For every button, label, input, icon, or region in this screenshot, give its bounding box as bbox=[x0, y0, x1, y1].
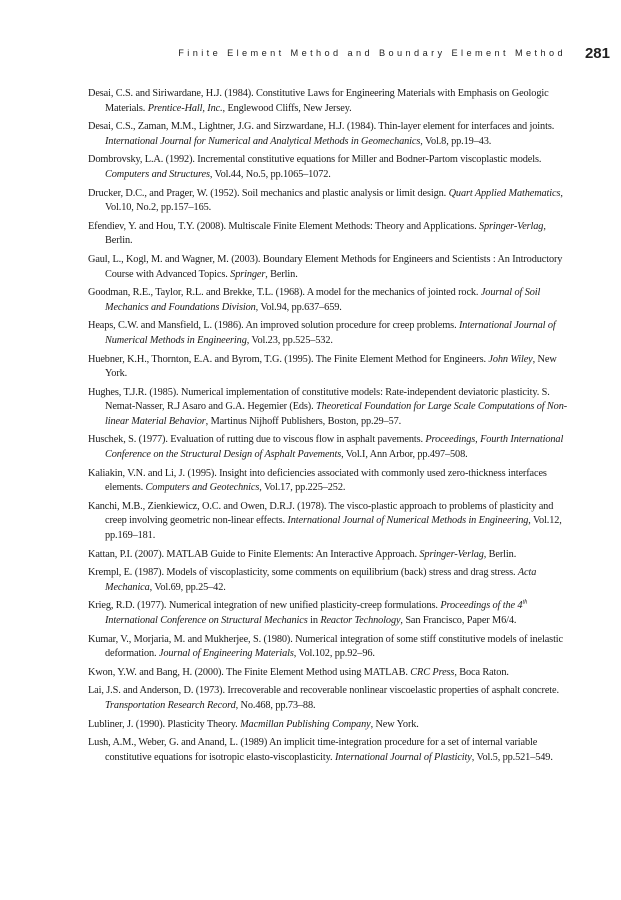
reference-entry bbox=[88, 666, 568, 681]
reference-details: , Berlin. bbox=[483, 548, 517, 560]
reference-details: , Berlin. bbox=[265, 268, 298, 280]
reference-entry bbox=[88, 286, 568, 315]
reference-entry bbox=[88, 736, 568, 765]
reference-entry bbox=[88, 548, 568, 563]
reference-text: Goodman, R.E., Taylor, R.L. and Brekke, T.L. (1968). A model for the mechanics of jointed rock. bbox=[88, 287, 481, 299]
reference-source: Theoretical Foundation for Large Scale Computations of Non-linear Material Behavior bbox=[105, 401, 568, 427]
reference-entry bbox=[88, 467, 568, 496]
reference-details: , Vol.I, Ann Arbor, pp.497–508. bbox=[341, 449, 468, 461]
reference-text: Desai, C.S. and Siriwardane, H.J. (1984). Constitutive Laws for Engineering Materials with Emphasis on Geologic Materials. bbox=[88, 88, 549, 114]
reference-entry bbox=[88, 718, 568, 733]
reference-entry bbox=[88, 153, 568, 182]
reference-text: Kattan, P.I. (2007). MATLAB Guide to Finite Elements: An Interactive Approach. bbox=[88, 548, 420, 560]
reference-text: Lush, A.M., Weber, G. and Anand, L. (1989) An implicit time-integration procedure for a set of internal variable constitutive equations for isotropic elasto-viscoplasticity. bbox=[88, 737, 538, 763]
reference-entry bbox=[88, 319, 568, 348]
reference-text: Krieg, R.D. (1977). Numerical integration of new unified plasticity-creep formulations. bbox=[88, 600, 441, 612]
reference-text: Drucker, D.C., and Prager, W. (1952). Soil mechanics and plastic analysis or limit design. bbox=[88, 187, 449, 199]
running-title: Finite Element Method and Boundary Element Method bbox=[178, 48, 566, 58]
reference-details: , Martinus Nijhoff Publishers, Boston, pp.29–57. bbox=[205, 415, 402, 427]
reference-details: , Vol.102, pp.92–96. bbox=[293, 648, 375, 660]
reference-source: Proceedings of the 4 bbox=[440, 600, 523, 612]
reference-entry bbox=[88, 566, 568, 595]
running-head bbox=[0, 45, 621, 66]
reference-details: , Vol.10, No.2, pp.157–165. bbox=[105, 187, 563, 214]
reference-text: Kwon, Y.W. and Bang, H. (2000). The Finite Element Method using MATLAB. bbox=[88, 666, 411, 678]
reference-details: , San Francisco, Paper M6/4. bbox=[400, 615, 517, 626]
reference-source: Computers and Geotechnics bbox=[145, 482, 260, 494]
reference-entry bbox=[88, 220, 568, 249]
reference-entry bbox=[88, 253, 568, 282]
reference-source: Springer bbox=[230, 268, 266, 280]
reference-details: , Englewood Cliffs, New Jersey. bbox=[222, 102, 352, 114]
reference-list bbox=[88, 87, 568, 769]
reference-details: , Vol.17, pp.225–252. bbox=[259, 482, 346, 494]
reference-entry bbox=[88, 353, 568, 382]
reference-text: Hughes, T.J.R. (1985). Numerical implementation of constitutive models: Rate-independent deviatoric plasticity. S. Nemat-Nasser, R.J Asaro and G.A. Hegemier (Eds). bbox=[88, 386, 550, 413]
reference-source: Proceedings, Fourth International Conference on the Structural Design of Asphalt Pavements bbox=[105, 434, 564, 461]
reference-source: Reactor Technology bbox=[320, 615, 401, 626]
reference-details: , New York. bbox=[105, 353, 557, 380]
reference-text: in bbox=[307, 615, 321, 626]
reference-text: Huebner, K.H., Thornton, E.A. and Byrom, T.G. (1995). The Finite Element Method for Engineers. bbox=[88, 353, 489, 365]
reference-text: Heaps, C.W. and Mansfield, L. (1986). An improved solution procedure for creep problems. bbox=[88, 320, 459, 332]
reference-entry bbox=[88, 684, 568, 713]
reference-details: , Boca Raton. bbox=[454, 666, 509, 678]
reference-source: Transportation Research Record, bbox=[105, 699, 239, 711]
reference-source: International Journal of Plasticity bbox=[334, 751, 472, 763]
reference-details: , Vol.23, pp.525–532. bbox=[246, 334, 333, 346]
reference-text: Krempl, E. (1987). Models of viscoplasticity, some comments on equilibrium (back) stress and drag stress. bbox=[88, 567, 518, 579]
reference-text: Lai, J.S. and Anderson, D. (1973). Irrecoverable and recoverable nonlinear viscoelastic properties of asphalt concrete. bbox=[88, 685, 559, 697]
reference-entry bbox=[88, 500, 568, 544]
reference-text: Desai, C.S., Zaman, M.M., Lightner, J.G. and Sirzwardane, H.J. (1984). Thin-layer element for interfaces and joints. bbox=[88, 121, 555, 133]
reference-text: Kaliakin, V.N. and Li, J. (1995). Insight into deficiencies associated with commonly used zero-thickness interfaces elements. bbox=[88, 467, 547, 494]
reference-source: Journal of Soil Mechanics and Foundations Division, bbox=[105, 287, 541, 313]
reference-entry bbox=[88, 599, 568, 628]
reference-entry bbox=[88, 87, 568, 116]
reference-source: Quart Applied Mathematics bbox=[448, 187, 561, 199]
reference-text: Gaul, L., Kogl, M. and Wagner, M. (2003). Boundary Element Methods for Engineers and Scientists : An Introductory Course with Advanced Topics. bbox=[88, 253, 563, 280]
reference-text: Efendiev, Y. and Hou, T.Y. (2008). Multiscale Finite Element Methods: Theory and Applications. bbox=[88, 220, 479, 232]
reference-details: , Vol.12, pp.169–181. bbox=[105, 515, 562, 542]
reference-source: Journal of Engineering Materials bbox=[158, 648, 294, 660]
reference-source: International Journal for Numerical and Analytical Methods in Geomechanics bbox=[105, 135, 421, 147]
reference-entry bbox=[88, 633, 568, 662]
reference-details: No.468, pp.73–88. bbox=[238, 699, 316, 711]
reference-entry bbox=[88, 433, 568, 462]
reference-source: International Conference on Structural Mechanics bbox=[105, 615, 308, 626]
reference-source: CRC Press bbox=[410, 666, 455, 678]
reference-source: Computers and Structures bbox=[105, 168, 210, 180]
reference-entry bbox=[88, 187, 568, 216]
reference-details: , Vol.8, pp.19–43. bbox=[420, 135, 492, 147]
reference-details: , Vol.5, pp.521–549. bbox=[471, 751, 553, 763]
reference-superscript: th bbox=[522, 598, 528, 606]
reference-source: John Wiley bbox=[488, 353, 533, 365]
reference-text: Huschek, S. (1977). Evaluation of rutting due to viscous flow in asphalt pavements. bbox=[88, 434, 426, 446]
reference-text: Kanchi, M.B., Zienkiewicz, O.C. and Owen, D.R.J. (1978). The visco-plastic approach to problems of plasticity and creep involving geometric non-linear effects. bbox=[88, 500, 554, 527]
reference-text: Kumar, V., Morjaria, M. and Mukherjee, S. (1980). Numerical integration of some stiff constitutive models of inelastic deformation. bbox=[88, 633, 564, 660]
reference-details: , New York. bbox=[370, 718, 419, 730]
reference-entry bbox=[88, 386, 568, 430]
reference-details: , Vol.44, No.5, pp.1065–1072. bbox=[209, 168, 331, 180]
reference-details: , Berlin. bbox=[105, 220, 546, 247]
reference-source: Macmillan Publishing Company bbox=[240, 718, 371, 730]
reference-text: Lubliner, J. (1990). Plasticity Theory. bbox=[88, 718, 241, 730]
reference-details: , Vol.69, pp.25–42. bbox=[149, 581, 226, 593]
reference-source: Prentice-Hall, Inc. bbox=[147, 102, 223, 114]
reference-source: International Journal of Numerical Methods in Engineering bbox=[287, 515, 529, 527]
reference-source: Springer-Verlag bbox=[478, 220, 544, 232]
reference-entry bbox=[88, 120, 568, 149]
page-number: 281 bbox=[584, 45, 610, 62]
reference-source: Acta Mechanica bbox=[105, 567, 537, 593]
reference-source: Springer-Verlag bbox=[419, 548, 484, 560]
reference-text: Dombrovsky, L.A. (1992). Incremental constitutive equations for Miller and Bodner-Partom viscoplastic models. bbox=[88, 154, 542, 166]
reference-details: Vol.94, pp.637–659. bbox=[258, 301, 342, 313]
reference-source: International Journal of Numerical Methods in Engineering bbox=[105, 320, 556, 346]
